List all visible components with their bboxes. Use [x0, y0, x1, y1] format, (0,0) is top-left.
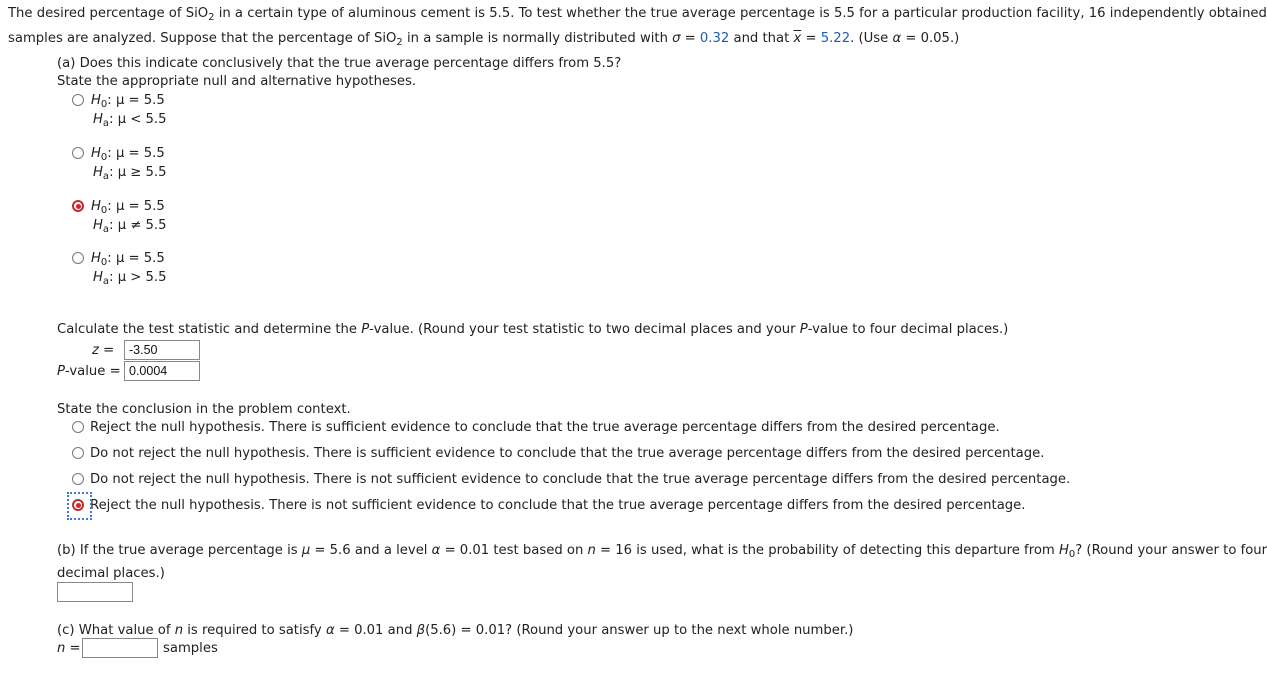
h-symbol: H: [91, 146, 101, 161]
text: Calculate the test statistic and determine the: [57, 322, 362, 337]
subscript: 0: [100, 152, 108, 163]
conclusion-prompt: State the conclusion in the problem context.: [57, 402, 351, 417]
alt-hypothesis: $H_a$: μ > 5.5: [93, 270, 167, 287]
text: is required to satisfy: [183, 623, 326, 638]
ha-text: μ > 5.5: [117, 270, 167, 285]
part-a-question: (a) Does this indicate conclusively that the true average percentage differs from 5.5?: [57, 56, 622, 71]
h-symbol: H: [91, 251, 101, 266]
xbar-symbol: x: [793, 31, 802, 46]
focus-indicator: [67, 492, 92, 520]
problem-text: in a sample is normally distributed with: [402, 31, 673, 46]
hypothesis-option[interactable]: [72, 251, 167, 285]
problem-text: in a certain type of aluminous cement is 5.5. To test whether the true average percentage is 5.5 for a particular production facility, 16 independently obtained: [214, 6, 1267, 21]
n-symbol: n: [174, 623, 184, 638]
samples-unit: samples: [163, 641, 218, 656]
conclusion-text: Reject the null hypothesis. There is not sufficient evidence to conclude that the true average percentage differs from the desired percentage.: [90, 498, 1026, 513]
conclusion-option[interactable]: [72, 498, 1025, 513]
z-input[interactable]: -3.50: [124, 340, 200, 360]
subscript: 0: [100, 257, 108, 268]
text: P: [799, 322, 808, 337]
text: = 5.6 and a level: [310, 543, 432, 558]
beta-symbol: β: [416, 623, 426, 638]
text: = 0.01 test based on: [440, 543, 588, 558]
h0-text: μ = 5.5: [115, 93, 165, 108]
ha-text: μ < 5.5: [117, 112, 167, 127]
radio-button[interactable]: [72, 473, 84, 485]
conclusion-option[interactable]: [72, 420, 1000, 435]
part-c-question: [57, 623, 853, 638]
conclusion-text: Do not reject the null hypothesis. There is sufficient evidence to conclude that the true average percentage differs from the desired percentage.: [90, 446, 1045, 461]
subscript: a: [102, 118, 110, 129]
subscript: a: [102, 171, 110, 182]
h-symbol: H: [1058, 543, 1069, 558]
h-symbol: H: [93, 270, 103, 285]
equals: =: [680, 31, 700, 46]
equals: =: [65, 641, 81, 656]
alt-hypothesis: $H_a$: μ ≥ 5.5: [93, 165, 167, 182]
n-label: [57, 641, 81, 656]
alpha-symbol: α: [325, 623, 335, 638]
radio-button[interactable]: [72, 94, 84, 106]
alpha-symbol: α: [892, 31, 902, 46]
text: (5.6) = 0.01? (Round your answer up to the next whole number.): [425, 623, 854, 638]
problem-text: and that: [729, 31, 794, 46]
hypothesis-option[interactable]: [72, 93, 167, 127]
ha-text: μ ≥ 5.5: [117, 165, 167, 180]
text: (b) If the true average percentage is: [57, 543, 302, 558]
part-c-answer-input[interactable]: [82, 638, 158, 658]
text: = 16 is used, what is the probability of detecting this departure from: [595, 543, 1059, 558]
p-symbol: P: [57, 364, 65, 379]
subscript: a: [102, 276, 110, 287]
p-value-label: P-value =: [57, 364, 121, 379]
h0-text: μ = 5.5: [115, 146, 165, 161]
alpha-symbol: α: [431, 543, 441, 558]
null-hypothesis: $H_0$: μ = 5.5: [91, 93, 165, 110]
radio-button[interactable]: [72, 447, 84, 459]
alt-hypothesis: $H_a$: μ ≠ 5.5: [93, 218, 167, 235]
problem-text: samples are analyzed. Suppose that the percentage of SiO: [8, 31, 397, 46]
z-symbol: z: [92, 343, 99, 358]
sigma-symbol: σ: [672, 31, 681, 46]
subscript: a: [102, 224, 110, 235]
subscript: 0: [100, 99, 108, 110]
conclusion-option[interactable]: [72, 472, 1070, 487]
mu-symbol: μ: [301, 543, 311, 558]
problem-line-1: [8, 6, 1267, 21]
text: -value: [64, 364, 106, 379]
null-hypothesis: $H_0$: μ = 5.5: [91, 251, 165, 268]
part-b-answer-input[interactable]: [57, 582, 133, 602]
h-symbol: H: [93, 218, 103, 233]
problem-text: . (Use: [850, 31, 893, 46]
text: P: [361, 322, 370, 337]
subscript: 2: [396, 37, 403, 48]
part-b-question-cont: decimal places.): [57, 566, 165, 581]
equals: =: [801, 31, 821, 46]
text: = 0.01 and: [334, 623, 417, 638]
h0-text: μ = 5.5: [115, 199, 165, 214]
part-b-question: [57, 543, 1267, 558]
z-label: z =: [92, 343, 115, 358]
hypothesis-option[interactable]: [72, 146, 167, 180]
conclusion-text: Reject the null hypothesis. There is sufficient evidence to conclude that the true average percentage differs from the desired percentage.: [90, 420, 1000, 435]
p-value-input[interactable]: 0.0004: [124, 361, 200, 381]
text: -value. (Round your test statistic to two decimal places and your: [369, 322, 800, 337]
text: (c) What value of: [57, 623, 175, 638]
h-symbol: H: [93, 165, 103, 180]
problem-text: The desired percentage of SiO: [8, 6, 209, 21]
h-symbol: H: [91, 93, 101, 108]
n-symbol: n: [587, 543, 596, 558]
ha-text: μ ≠ 5.5: [117, 218, 167, 233]
radio-button[interactable]: [72, 252, 84, 264]
radio-button[interactable]: [72, 147, 84, 159]
conclusion-option[interactable]: [72, 446, 1044, 461]
problem-line-2: [8, 31, 959, 46]
null-hypothesis: $H_0$: μ = 5.5: [91, 199, 165, 216]
text: ? (Round your answer to four: [1075, 543, 1267, 558]
alt-hypothesis: $H_a$: μ < 5.5: [93, 112, 167, 129]
radio-button[interactable]: [72, 200, 84, 212]
subscript: 0: [1068, 549, 1076, 560]
h-symbol: H: [91, 199, 101, 214]
calc-instruction: [57, 322, 1008, 337]
part-a-instruction: State the appropriate null and alternative hypotheses.: [57, 74, 417, 89]
text: -value to four decimal places.): [807, 322, 1009, 337]
h0-text: μ = 5.5: [115, 251, 165, 266]
xbar-value: 5.22: [820, 31, 851, 46]
conclusion-text: Do not reject the null hypothesis. There is not sufficient evidence to conclude that the true average percentage differs from the desired percentage.: [90, 472, 1071, 487]
alpha-value: = 0.05.): [901, 31, 960, 46]
subscript: 2: [208, 12, 215, 23]
n-symbol: n: [57, 641, 66, 656]
null-hypothesis: $H_0$: μ = 5.5: [91, 146, 165, 163]
h-symbol: H: [93, 112, 103, 127]
hypothesis-option[interactable]: [72, 199, 167, 233]
sigma-value: 0.32: [699, 31, 730, 46]
radio-button[interactable]: [72, 421, 84, 433]
subscript: 0: [100, 205, 108, 216]
